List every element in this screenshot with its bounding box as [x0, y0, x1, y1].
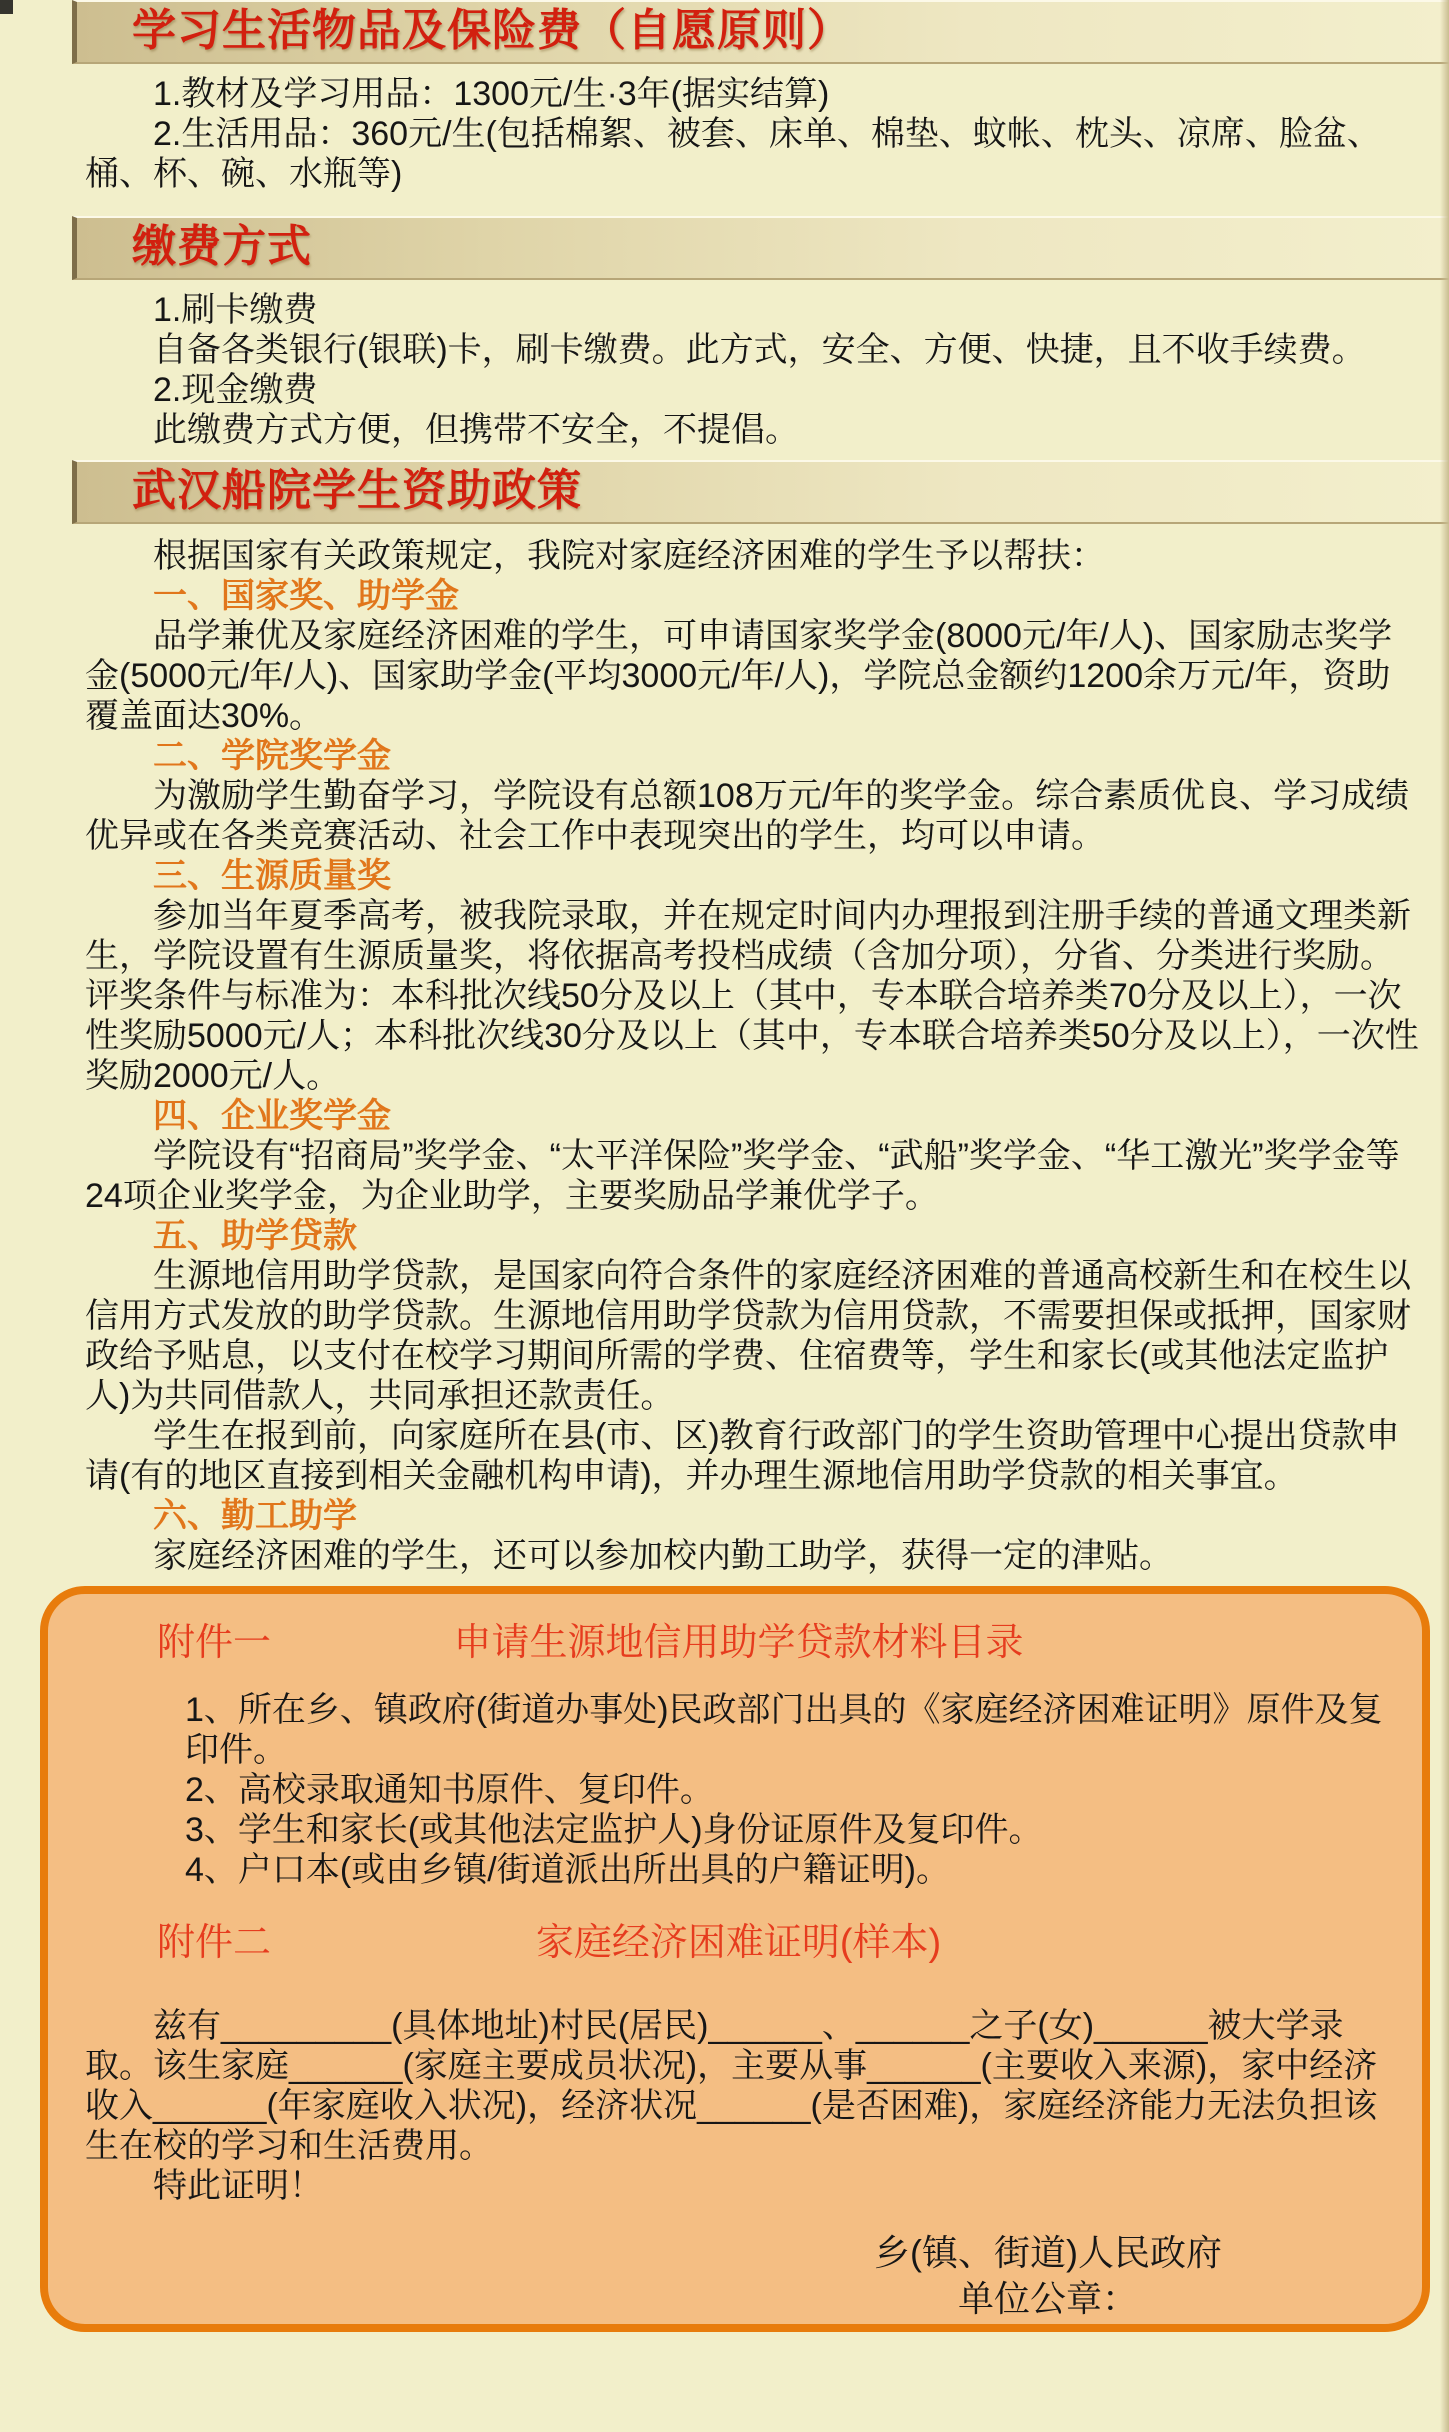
attachment1-items — [185, 1690, 1392, 1890]
attachment2-title: 家庭经济困难证明(样本) — [535, 1922, 942, 1964]
aid-intro: 根据国家有关政策规定，我院对家庭经济困难的学生予以帮扶： — [153, 537, 1105, 575]
payment-line: 此缴费方式方便，但携带不安全，不提倡。 — [153, 411, 799, 449]
aid-paragraph: 为激励学生勤奋学习，学院设有总额108万元/年的奖学金。综合素质优良、学习成绩优异或在各类竞赛活动、社会工作中表现突出的学生，均可以申请。 — [85, 777, 1410, 855]
section-title-payment: 缴费方式 — [132, 222, 312, 271]
fee-line: 1.教材及学习用品：1300元/生·3年(据实结算) — [153, 75, 830, 113]
attachment1-item: 3、学生和家长(或其他法定监护人)身份证原件及复印件。 — [185, 1811, 1043, 1849]
certificate-sample-text: 兹有_________(具体地址)村民(居民)______、______之子(女)______被大学录取。该生家庭______(家庭主要成员状况)，主要从事______(主要收入来源)，家中经济收入______(年家庭收入状况)，经济状况______(是否困难)，家庭经济能力无法负担该生在校的学习和生活费用。 — [85, 2007, 1378, 2165]
attachment2-label: 附件二 — [157, 1922, 272, 1964]
attachment1-item: 1、所在乡、镇政府(街道办事处)民政部门出具的《家庭经济困难证明》原件及复印件。 — [185, 1691, 1383, 1769]
attachment1-item: 4、户口本(或由乡镇/街道派出所出具的户籍证明)。 — [185, 1851, 950, 1889]
attachment2-heading-row — [85, 1920, 1392, 1966]
aid-subheading: 五、助学贷款 — [153, 1217, 357, 1255]
section-bar-aid-policy — [72, 460, 1449, 524]
attachment1-heading-row — [85, 1620, 1392, 1666]
certificate-note: 特此证明！ — [153, 2167, 323, 2205]
page-edge-shading — [1440, 0, 1449, 2432]
section-bar-payment — [72, 216, 1449, 280]
aid-policy-section — [0, 536, 1449, 1576]
attachment1-label: 附件一 — [157, 1622, 272, 1664]
aid-paragraph: 生源地信用助学贷款，是国家向符合条件的家庭经济困难的普通高校新生和在校生以信用方式发放的助学贷款。生源地信用助学贷款为信用贷款，不需要担保或抵押，国家财政给予贴息，以支付在校学习期间所需的学费、住宿费等，学生和家长(或其他法定监护人)为共同借款人，共同承担还款责任。 — [85, 1257, 1411, 1415]
signature-seal-label: 单位公章： — [958, 2278, 1139, 2319]
aid-subheading: 一、国家奖、助学金 — [153, 577, 459, 615]
aid-subheading: 二、学院奖学金 — [153, 737, 391, 775]
aid-paragraph: 品学兼优及家庭经济困难的学生，可申请国家奖学金(8000元/年/人)、国家励志奖学金(5000元/年/人)、国家助学金(平均3000元/年/人)，学院总金额约1200余万元/年，资助覆盖面达30%。 — [85, 617, 1393, 735]
aid-subheading: 四、企业奖学金 — [153, 1097, 391, 1135]
payment-line: 2.现金缴费 — [153, 371, 318, 409]
payment-line: 自备各类银行(银联)卡，刷卡缴费。此方式，安全、方便、快捷，且不收手续费。 — [153, 331, 1366, 369]
aid-subheading: 六、勤工助学 — [153, 1497, 357, 1535]
attachment1-title: 申请生源地信用助学贷款材料目录 — [453, 1622, 1024, 1664]
aid-paragraph: 家庭经济困难的学生，还可以参加校内勤工助学，获得一定的津贴。 — [153, 1537, 1173, 1575]
section-title-fees: 学习生活物品及保险费（自愿原则） — [132, 6, 852, 55]
scan-artifact — [0, 0, 13, 14]
attachment1-item: 2、高校录取通知书原件、复印件。 — [185, 1771, 714, 1809]
aid-paragraph: 学院设有“招商局”奖学金、“太平洋保险”奖学金、“武船”奖学金、“华工激光”奖学金等24项企业奖学金，为企业助学，主要奖励品学兼优学子。 — [85, 1137, 1400, 1215]
attachment-box — [40, 1586, 1430, 2332]
fee-line: 2.生活用品：360元/生(包括棉絮、被套、床单、棉垫、蚊帐、枕头、凉席、脸盆、桶、杯、碗、水瓶等) — [85, 115, 1381, 193]
signature-block — [874, 2230, 1222, 2322]
aid-subheading: 三、生源质量奖 — [153, 857, 391, 895]
signature-authority: 乡(镇、街道)人民政府 — [874, 2232, 1222, 2273]
payment-section — [0, 290, 1449, 450]
payment-line: 1.刷卡缴费 — [153, 291, 318, 329]
aid-paragraph: 学生在报到前，向家庭所在县(市、区)教育行政部门的学生资助管理中心提出贷款申请(有的地区直接到相关金融机构申请)，并办理生源地信用助学贷款的相关事宜。 — [85, 1417, 1400, 1495]
section-bar-fees — [72, 0, 1449, 64]
aid-paragraph: 参加当年夏季高考，被我院录取，并在规定时间内办理报到注册手续的普通文理类新生，学院设置有生源质量奖，将依据高考投档成绩（含加分项），分省、分类进行奖励。评奖条件与标准为：本科批次线50分及以上（其中，专本联合培养类70分及以上），一次性奖励5000元/人；本科批次线30分及以上（其中，专本联合培养类50分及以上），一次性奖励2000元/人。 — [85, 897, 1419, 1095]
fees-section — [0, 74, 1449, 194]
section-title-aid-policy: 武汉船院学生资助政策 — [132, 466, 582, 515]
